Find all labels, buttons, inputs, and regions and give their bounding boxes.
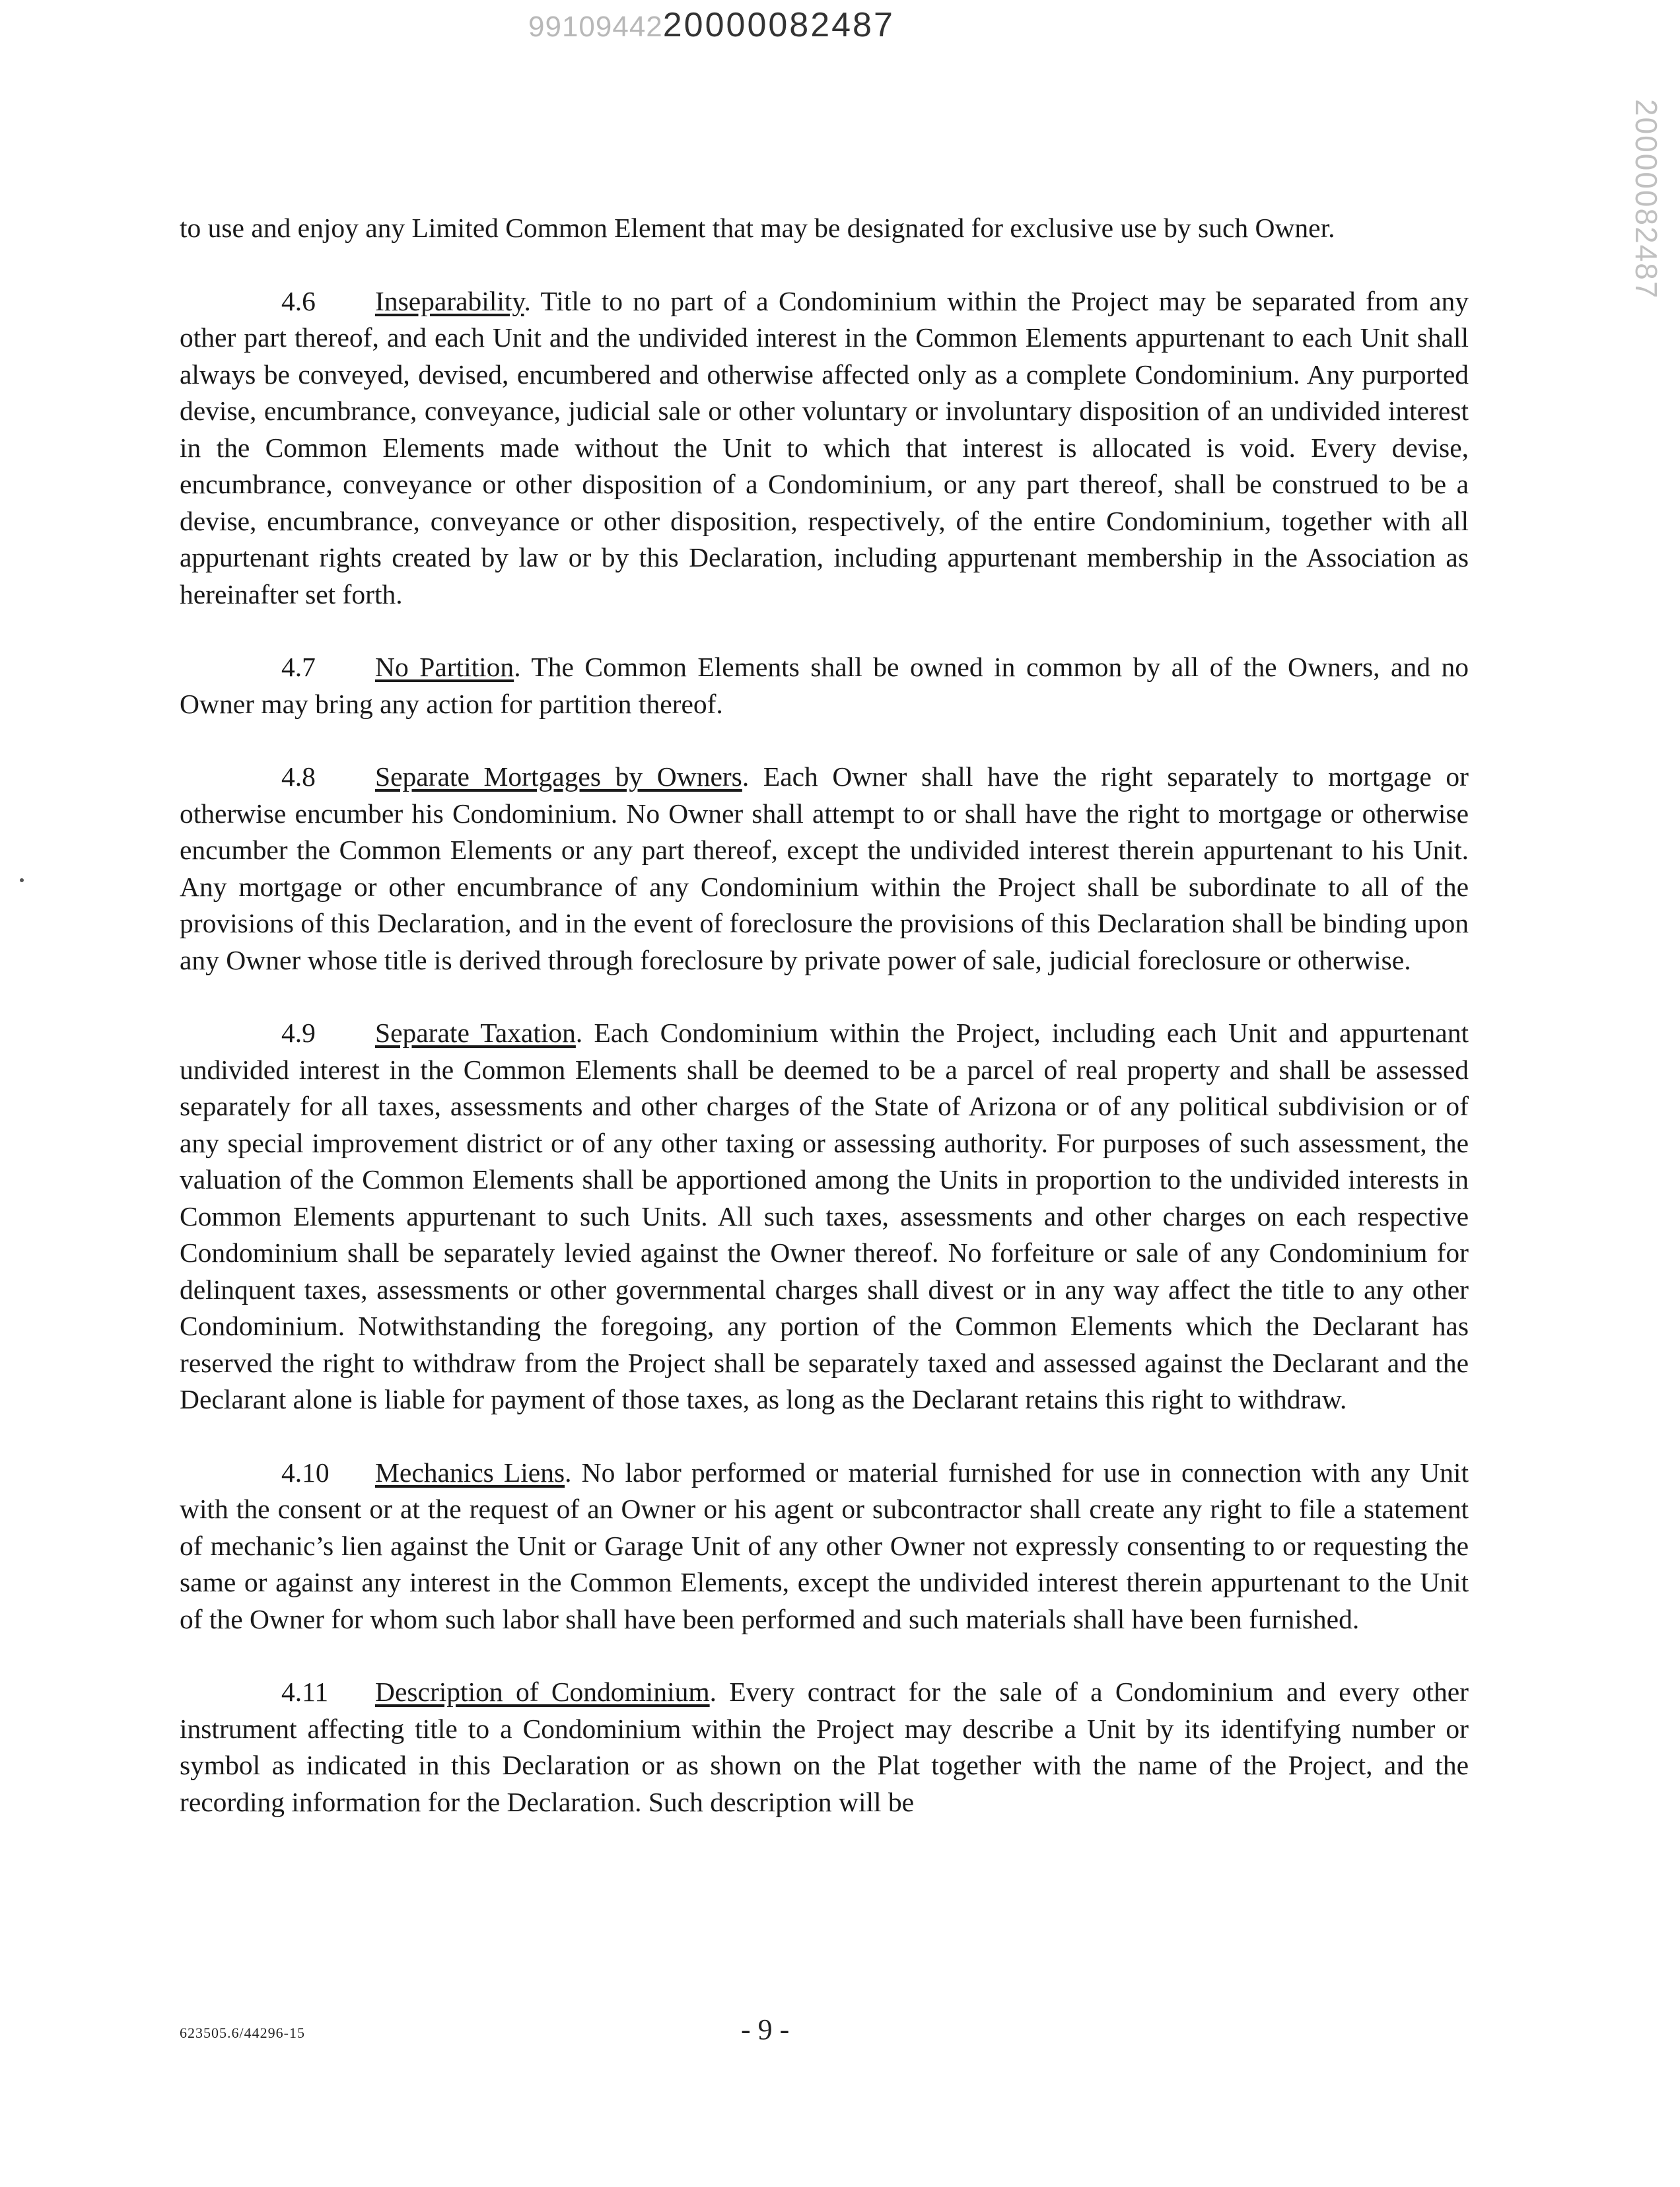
section-title: No Partition [375,652,514,682]
section-4-11 [180,1674,1469,1821]
section-number: 4.8 [281,761,316,792]
section-4-9 [180,1015,1469,1418]
section-body: . Each Condominium within the Project, including each Unit and appurtenant undivided interest in the Common Elements shall be deemed to be a parcel of real property and shall be assessed separately for all taxes, assessments and other charges of the State of Arizona or of any political subdivision or of any special improvement district or of any other taxing or assessing authority. For purposes of such assessment, the valuation of the Common Elements shall be apportioned among the Units in proportion to the undivided interests in Common Elements appurtenant to such Units. All such taxes, assessments and other charges on each respective Condominium shall be separately levied against the Owner thereof. No forfeiture or sale of any Condominium for delinquent taxes, assessments or other governmental charges shall divest or in any way affect the title to any other Condominium. Notwithstanding the foregoing, any portion of the Common Elements which the Declarant has reserved the right to withdraw from the Project shall be separately taxed and assessed against the Declarant and the Declarant alone is liable for payment of those taxes, as long as the Declarant retains this right to withdraw. [180,1018,1469,1414]
section-body: . Title to no part of a Condominium within the Project may be separated from any other part thereof, and each Unit and the undivided interest in the Common Elements appurtenant to each Unit shall always be conveyed, devised, encumbered and otherwise affected only as a complete Condominium. Any purported devise, encumbrance, conveyance, judicial sale or other voluntary or involuntary disposition of an undivided interest in the Common Elements made without the Unit to which that interest is allocated is void. Every devise, encumbrance, conveyance or other disposition of a Condominium, or any part thereof, shall be construed to be a devise, encumbrance, conveyance or other disposition, respectively, of the entire Condominium, together with all appurtenant rights created by law or by this Declaration, including appurtenant membership in the Association as hereinafter set forth. [180,285,1469,609]
continued-text: to use and enjoy any Limited Common Element that may be designated for exclusive use by such Owner. [180,213,1335,243]
continued-paragraph [180,210,1469,247]
page-number: - 9 - [741,2013,790,2046]
recording-number: 20000082487 [662,6,895,44]
recording-number-stamp [528,5,895,45]
section-title: Inseparability [375,285,524,316]
section-4-7 [180,649,1469,722]
document-body [180,210,1469,1857]
section-body: . No labor performed or material furnished for use in connection with any Unit with the consent or at the request of an Owner or his agent or subcontractor shall create any right to file a statement of mechanic’s lien against the Unit or Garage Unit of any other Owner not expressly consenting to or requesting the same or against any interest in the Common Elements, except the undivided interest therein appurtenant to the Unit of the Owner for whom such labor shall have been performed and such materials shall have been furnished. [180,1457,1469,1634]
section-number: 4.7 [281,652,316,682]
section-body: . Each Owner shall have the right separately to mortgage or otherwise encumber his Condominium. No Owner shall attempt to or shall have the right to mortgage or otherwise encumber the Common Elements or any part thereof, except the undivided interest therein appurtenant to his Unit. Any mortgage or other encumbrance of any Condominium within the Project shall be subordinate to all of the provisions of this Declaration, and in the event of foreclosure the provisions of this Declaration shall be binding upon any Owner whose title is derived through foreclosure by private power of sale, judicial foreclosure or otherwise. [180,761,1469,975]
section-number: 4.10 [281,1457,330,1488]
section-number: 4.9 [281,1018,316,1048]
section-body: . The Common Elements shall be owned in common by all of the Owners, and no Owner may bring any action for partition thereof. [180,652,1469,719]
section-title: Separate Mortgages by Owners [375,761,742,792]
scan-speck [20,878,24,882]
section-4-8 [180,759,1469,979]
section-number: 4.6 [281,285,316,316]
section-title: Mechanics Liens [375,1457,565,1488]
section-body: . Every contract for the sale of a Condominium and every other instrument affecting title to a Condominium within the Project may describe a Unit by its identifying number or symbol as indicated in this Declaration or as shown on the Plat together with the name of the Project, and the recording information for the Declaration. Such description will be [180,1677,1469,1817]
section-title: Separate Taxation [375,1018,576,1048]
faint-recording-number: 99109442 [528,11,663,43]
section-4-6 [180,283,1469,613]
section-4-10 [180,1455,1469,1638]
document-id: 623505.6/44296-15 [180,2025,305,2041]
section-number: 4.11 [281,1677,329,1707]
section-title: Description of Condominium [375,1677,710,1707]
side-recording-stamp: 20000082487 [1629,99,1663,300]
